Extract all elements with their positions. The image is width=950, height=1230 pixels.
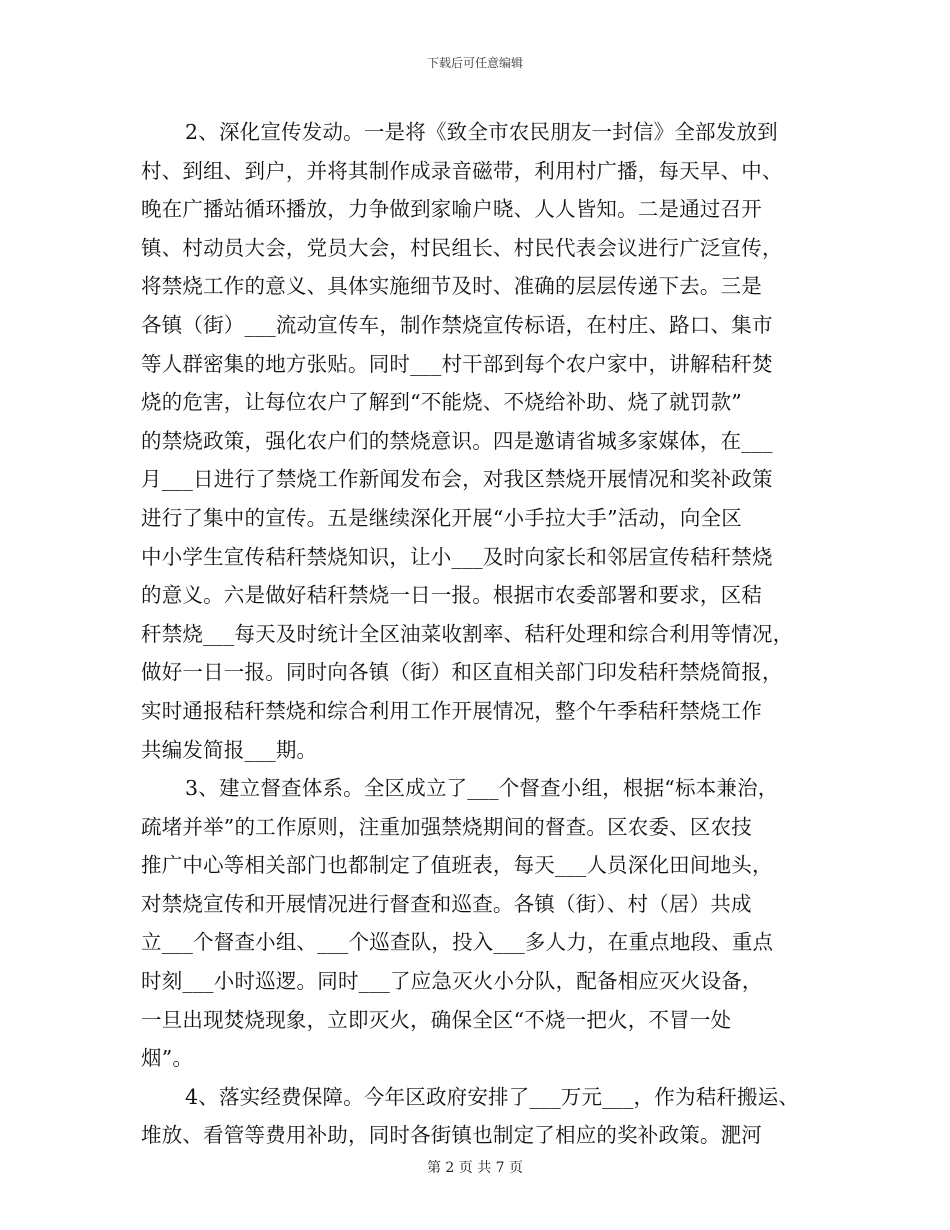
- paragraph-2-line: 中小学生宣传秸秆禁烧知识，让小___及时向家长和邻居宣传秸秆禁烧: [141, 544, 773, 569]
- paragraph-2-line: 镇、村动员大会，党员大会，村民组长、村民代表会议进行广泛宣传，: [141, 235, 783, 260]
- paragraph-2-line: 实时通报秸秆禁烧和综合利用工作开展情况，整个午季秸秆禁烧工作: [141, 698, 762, 723]
- paragraph-3-line: 一旦出现焚烧现象，立即灭火，确保全区“不烧一把火，不冒一处: [141, 1007, 732, 1032]
- paragraph-3-line: 3、建立督查体系。全区成立了___个督查小组，根据“标本兼治，: [185, 776, 779, 801]
- paragraph-2-line: 村、到组、到户，并将其制作成录音磁带，利用村广播，每天早、中、: [141, 158, 783, 183]
- paragraph-2-line: 进行了集中的宣传。五是继续深化开展“小手拉大手”活动，向全区: [141, 505, 742, 530]
- paragraph-4-line: 4、落实经费保障。今年区政府安排了___万元___，作为秸秆搬运、: [185, 1084, 800, 1109]
- paragraph-3-line: 烟”。: [141, 1046, 194, 1071]
- paragraph-4-line: 堆放、看管等费用补助，同时各街镇也制定了相应的奖补政策。淝河: [141, 1123, 762, 1148]
- paragraph-3-line: 推广中心等相关部门也都制定了值班表，每天___人员深化田间地头，: [141, 853, 773, 878]
- paragraph-3-line: 立___个督查小组、___个巡查队，投入___多人力，在重点地段、重点: [141, 930, 774, 955]
- paragraph-2-line: 将禁烧工作的意义、具体实施细节及时、准确的层层传递下去。三是: [141, 274, 762, 299]
- paragraph-3-line: 时刻___小时巡逻。同时___了应急灭火小分队，配备相应灭火设备，: [141, 969, 763, 994]
- paragraph-2-line: 做好一日一报。同时向各镇（街）和区直相关部门印发秸秆禁烧简报，: [141, 660, 783, 685]
- paragraph-2-line: 2、深化宣传发动。一是将《致全市农民朋友一封信》全部发放到: [185, 120, 778, 144]
- page-number-footer: 第 2 页 共 7 页: [426, 1160, 524, 1176]
- page-header: 下载后可任意编辑: [426, 56, 523, 70]
- document-body: [141, 113, 811, 1155]
- paragraph-3-line: 对禁烧宣传和开展情况进行督查和巡查。各镇（街）、村（居）共成: [141, 891, 752, 916]
- paragraph-2-line: 共编发简报___期。: [141, 737, 318, 762]
- paragraph-2-line: 月___日进行了禁烧工作新闻发布会，对我区禁烧开展情况和奖补政策: [141, 467, 773, 492]
- paragraph-2-line: 各镇（街）___流动宣传车，制作禁烧宣传标语，在村庄、路口、集市: [141, 312, 773, 337]
- paragraph-2-line: 等人群密集的地方张贴。同时___村干部到每个农户家中，讲解秸秆焚: [141, 351, 773, 376]
- paragraph-2-line: 的禁烧政策，强化农户们的禁烧意识。四是邀请省城多家媒体，在___: [141, 428, 773, 453]
- paragraph-2-line: 的意义。六是做好秸秆禁烧一日一报。根据市农委部署和要求，区秸: [141, 583, 762, 608]
- paragraph-2-line: 秆禁烧___每天及时统计全区油菜收割率、秸秆处理和综合利用等情况，: [141, 621, 794, 646]
- paragraph-3-line: 疏堵并举”的工作原则，注重加强禁烧期间的督查。区农委、区农技: [141, 814, 752, 839]
- paragraph-2-line: 烧的危害，让每位农户了解到“不能烧、不烧给补助、烧了就罚款”: [141, 390, 742, 415]
- paragraph-2-line: 晚在广播站循环播放，力争做到家喻户晓、人人皆知。二是通过召开: [141, 197, 762, 222]
